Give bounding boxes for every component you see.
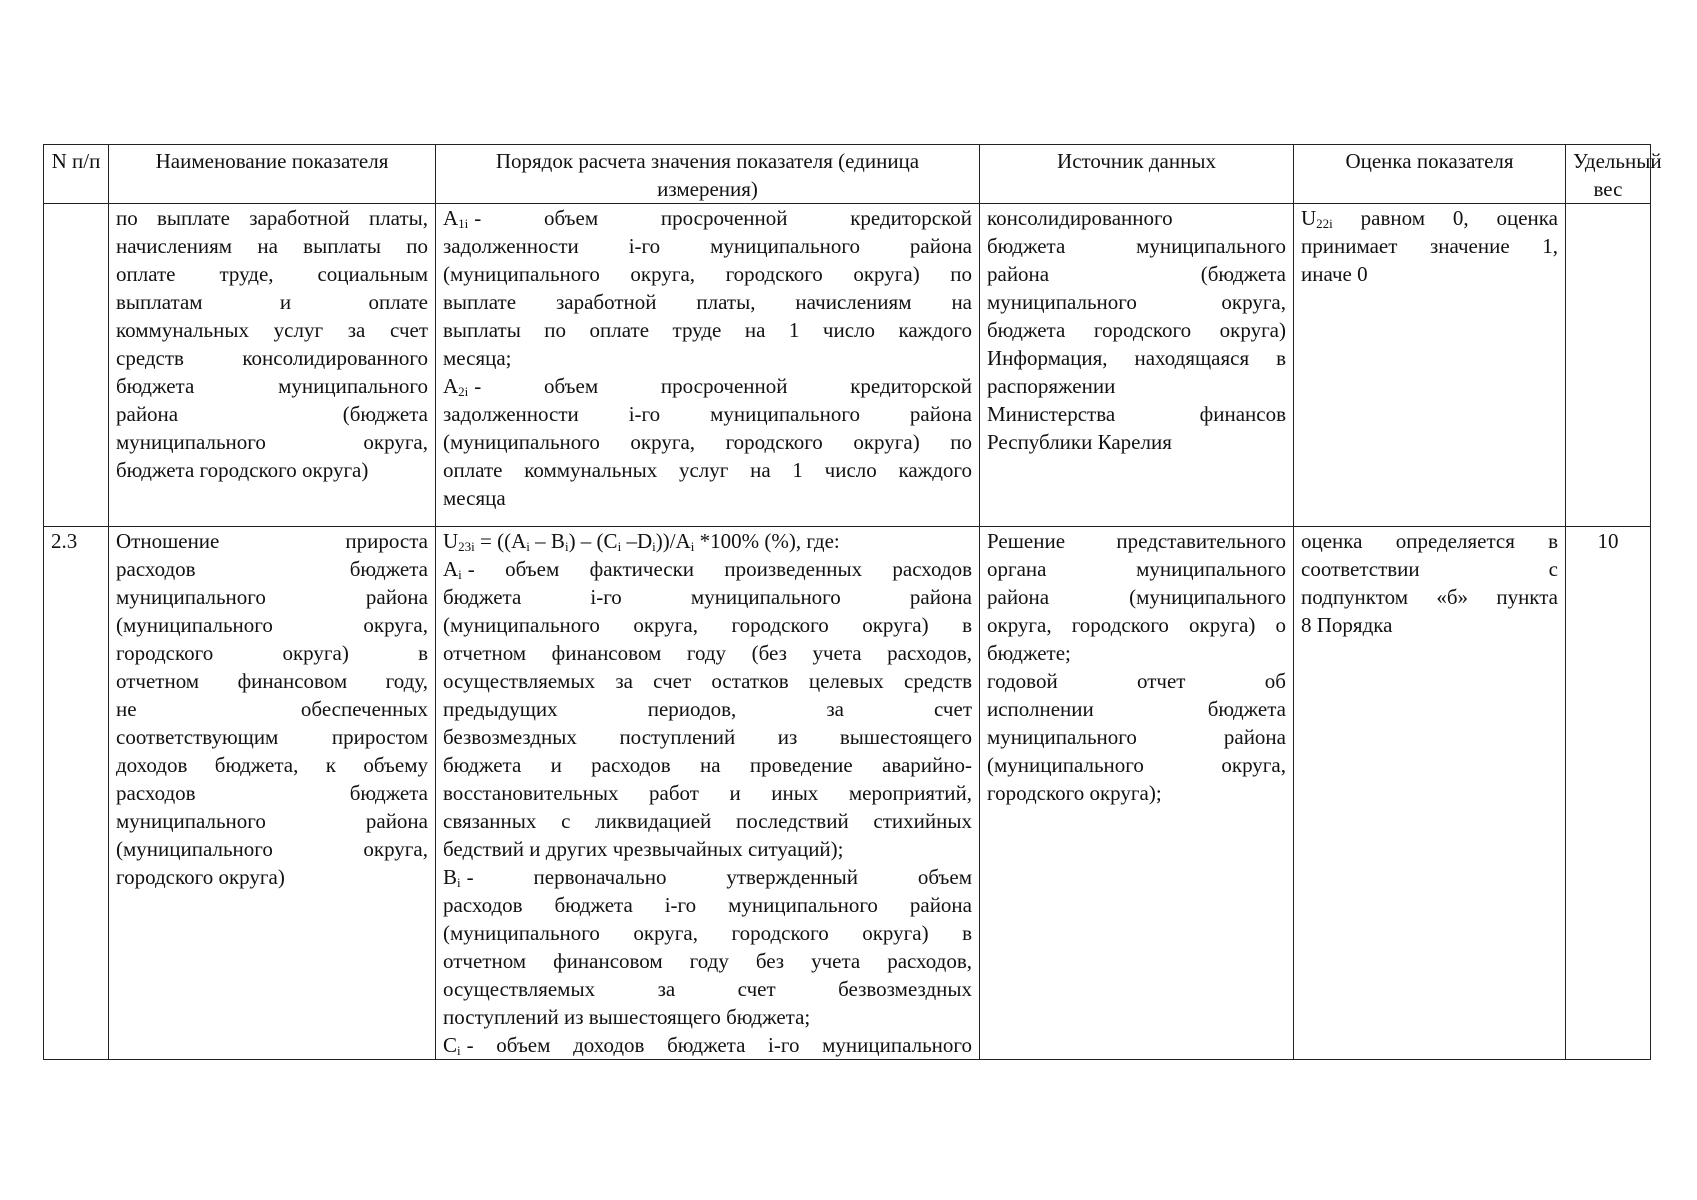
text-line: городского округа); [987, 781, 1162, 805]
text-line: годовой отчет об [987, 669, 1286, 693]
text-line: соответствии с [1301, 557, 1558, 581]
row1-assessment: $U_{22i}$ равном 0, оценка принимает значение 1, иначе 0 [1294, 204, 1566, 527]
text-line: связанных с ликвидацией последствий стихийных [443, 809, 972, 833]
header-source: Источник данных [980, 145, 1294, 204]
text-line: средств консолидированного [116, 346, 428, 370]
text-line: муниципального района [987, 725, 1286, 749]
row1-method [436, 204, 980, 527]
row1-weight [1566, 204, 1651, 527]
text-line: Республики Карелия [987, 430, 1172, 454]
ci-first-line: $C_i$ - объем доходов бюджета i-го муниципального [443, 1033, 972, 1058]
text-line: органа муниципального [987, 557, 1286, 581]
formula-u23: $U_{23i} = ((A_i - B_i) - (C_i$ $-D_i))/A_i$ *100% (%), где: [443, 529, 840, 554]
text-line: бюджета городского округа) [987, 318, 1286, 342]
row2-source-text [987, 527, 1286, 807]
text-line: района (бюджета [987, 262, 1286, 286]
text-line: отчетном финансовом году (без учета расходов, [443, 641, 972, 665]
text-line: отчетном финансовом году, [116, 669, 428, 693]
a1-first-line: $A_{1i}$ - объем просроченной кредиторской [443, 206, 972, 231]
text-line: Информация, находящаяся в [987, 346, 1286, 370]
text-line: муниципального округа, [987, 290, 1286, 314]
text-line: Решение представительного [987, 529, 1286, 553]
text-line: восстановительных работ и иных мероприятий, [443, 781, 972, 805]
text-line: оплате коммунальных услуг на 1 число каждого [443, 458, 972, 482]
row1-num [44, 204, 109, 527]
text-line: расходов бюджета [116, 557, 428, 581]
text-line: бюджете; [987, 641, 1071, 665]
row2-name [109, 527, 436, 1060]
text-line: городского округа) в [116, 641, 428, 665]
text-line: района (бюджета [116, 402, 428, 426]
text-line: бюджета i-го муниципального района [443, 585, 972, 609]
text-line: расходов бюджета i-го муниципального района [443, 893, 972, 917]
a2-first-line: $A_{2i}$ - объем просроченной кредиторской [443, 374, 972, 399]
text-line: (муниципального округа, городского округа) по [443, 430, 972, 454]
text-line: отчетном финансовом году без учета расходов, [443, 949, 972, 973]
ai-first-line: $A_i$ - объем фактически произведенных расходов [443, 557, 972, 582]
text-line: задолженности i-го муниципального района [443, 234, 972, 258]
text-line: консолидированного [987, 206, 1173, 230]
text-line: 8 Порядка [1301, 613, 1393, 637]
row2-assessment-text [1301, 527, 1558, 639]
text-line: бедствий и других чрезвычайных ситуаций); [443, 837, 844, 861]
text-line: бюджета муниципального [987, 234, 1286, 258]
row2-method [436, 527, 980, 1060]
row2-weight: 10 [1566, 527, 1651, 1060]
text-line: бюджета и расходов на проведение аварийно- [443, 753, 972, 777]
table-row [44, 204, 1651, 527]
text-line: расходов бюджета [116, 781, 428, 805]
text-line: исполнении бюджета [987, 697, 1286, 721]
text-line: округа, городского округа) о [987, 613, 1286, 637]
ai-definition [443, 583, 972, 863]
row2-source [980, 527, 1294, 1060]
table-header-row [44, 145, 1651, 204]
text-line: (муниципального округа, [116, 613, 428, 637]
text-line: (муниципального округа, [987, 753, 1286, 777]
text-line: муниципального района [116, 585, 428, 609]
text-line: оценка определяется в [1301, 529, 1558, 553]
text-line: муниципального района [116, 809, 428, 833]
row2-assessment [1294, 527, 1566, 1060]
text-line: района (муниципального [987, 585, 1286, 609]
row1-source-text [987, 204, 1286, 456]
text-line: задолженности i-го муниципального района [443, 402, 972, 426]
header-num: N п/п [44, 145, 109, 204]
a1-definition [443, 232, 972, 372]
text-line: принимает значение 1, [1301, 234, 1558, 258]
text-line: (муниципального округа, городского округа) в [443, 921, 972, 945]
text-line: безвозмездных поступлений из вышестоящего [443, 725, 972, 749]
indicator-table [43, 144, 1662, 1060]
header-method: Порядок расчета значения показателя (единица измерения) [436, 145, 980, 204]
text-line: бюджета городского округа) [116, 458, 369, 482]
text-line: подпунктом «б» пункта [1301, 585, 1558, 609]
text-line: (муниципального округа, [116, 837, 428, 861]
text-line: оплате труде, социальным [116, 262, 428, 286]
text-line: месяца [443, 486, 506, 510]
table-row [44, 527, 1651, 1060]
text-line: городского округа) [116, 865, 285, 889]
bi-first-line: $B_i$ - первоначально утвержденный объем [443, 865, 972, 890]
row1-assessment-text [1301, 232, 1558, 288]
row2-num: 2.3 [44, 527, 109, 1060]
text-line: начислениям на выплаты по [116, 234, 428, 258]
a2-definition [443, 400, 972, 512]
text-line: осуществляемых за счет безвозмездных [443, 977, 972, 1001]
header-weight: Удельный вес [1566, 145, 1651, 204]
text-line: Отношение прироста [116, 529, 428, 553]
text-line: доходов бюджета, к объему [116, 753, 428, 777]
text-line: месяца; [443, 346, 512, 370]
header-assessment: Оценка показателя [1294, 145, 1566, 204]
bi-definition [443, 891, 972, 1031]
text-line: предыдущих периодов, за счет [443, 697, 972, 721]
text-line: выплаты по оплате труде на 1 число каждого [443, 318, 972, 342]
row2-name-text [116, 527, 428, 891]
header-name: Наименование показателя [109, 145, 436, 204]
text-line: (муниципального округа, городского округа) по [443, 262, 972, 286]
text-line: бюджета муниципального [116, 374, 428, 398]
text-line: коммунальных услуг за счет [116, 318, 428, 342]
text-line: поступлений из вышестоящего бюджета; [443, 1005, 811, 1029]
text-line: Министерства финансов [987, 402, 1286, 426]
text-line: муниципального округа, [116, 430, 428, 454]
text-line: не обеспеченных [116, 697, 428, 721]
row1-name-text [116, 204, 428, 484]
text-line: (муниципального округа, городского округа) в [443, 613, 972, 637]
text-line: по выплате заработной платы, [116, 206, 428, 230]
text-line: распоряжении [987, 374, 1116, 398]
text-line: соответствующим приростом [116, 725, 428, 749]
row1-name [109, 204, 436, 527]
text-line: осуществляемых за счет остатков целевых средств [443, 669, 972, 693]
text-line: выплате заработной платы, начислениям на [443, 290, 972, 314]
text-line: иначе 0 [1301, 262, 1368, 286]
text-line: выплатам и оплате [116, 290, 428, 314]
row1-source [980, 204, 1294, 527]
